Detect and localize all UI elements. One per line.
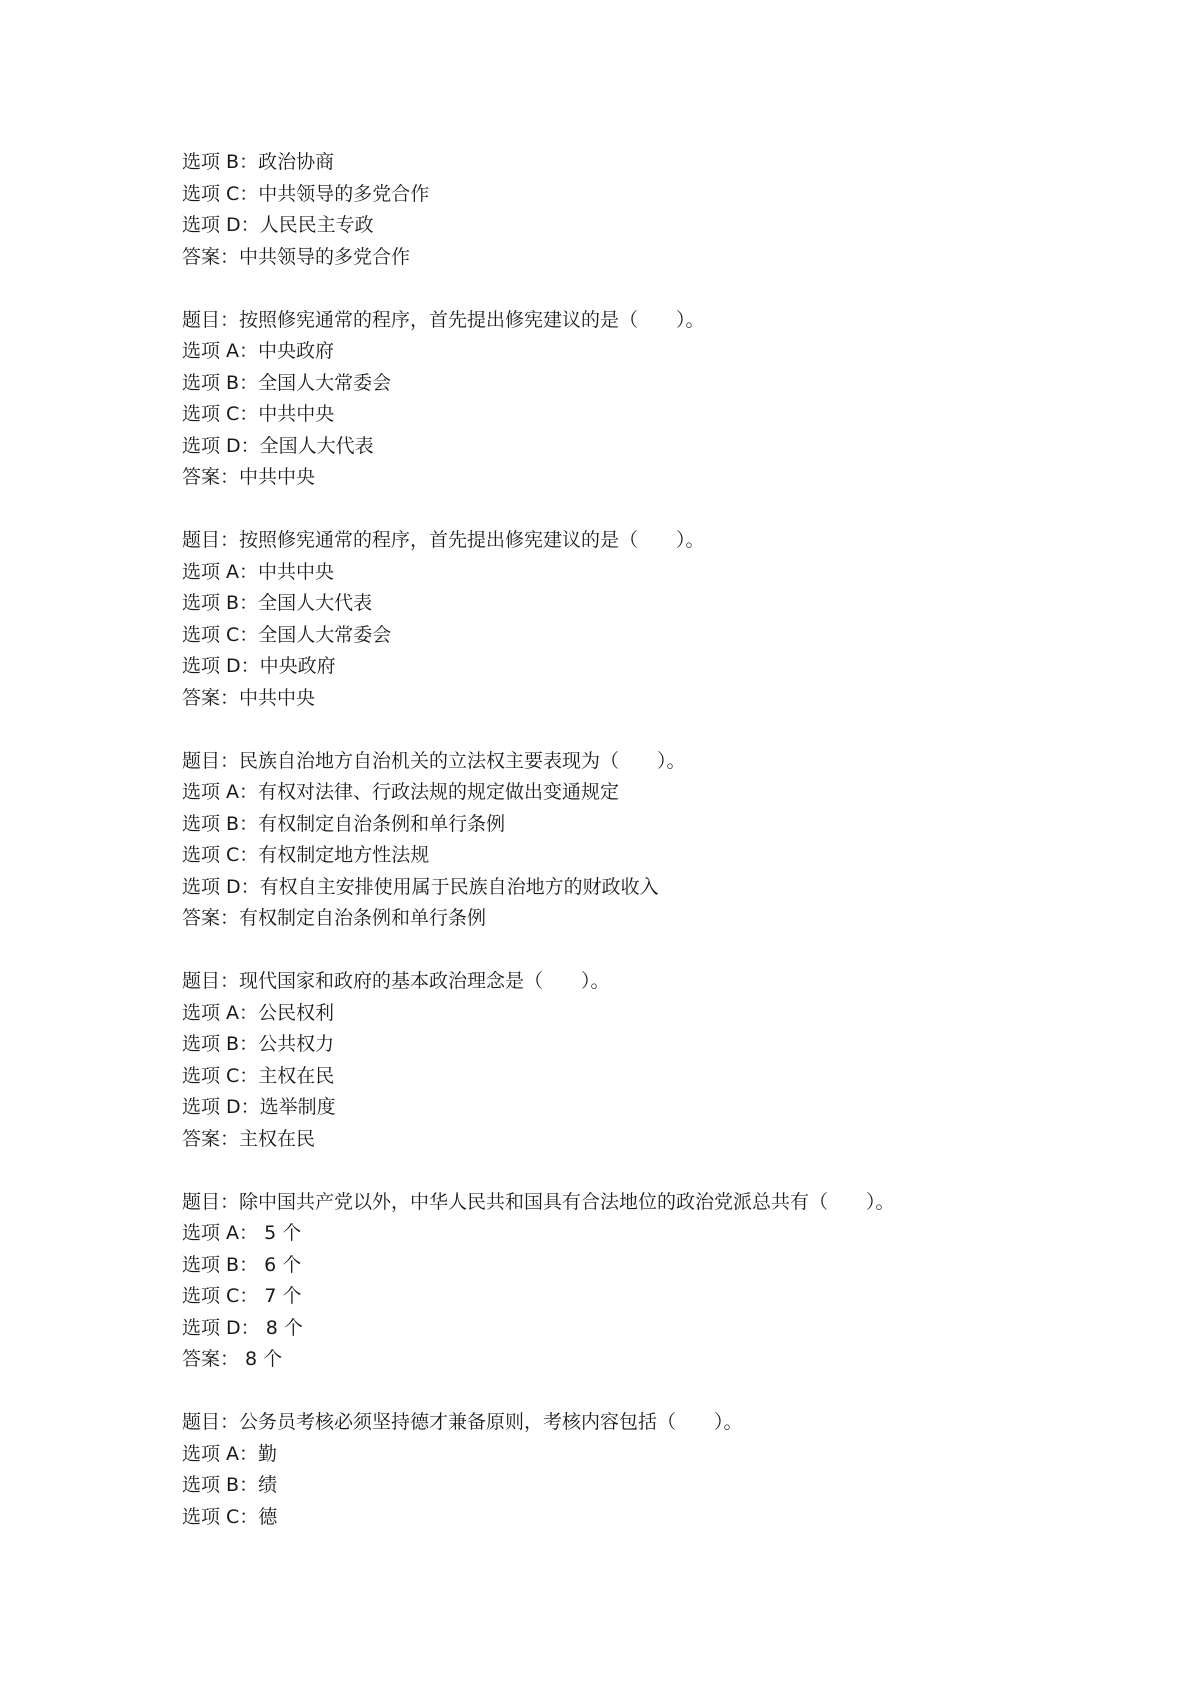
option-line: 选项 C：有权制定地方性法规: [182, 844, 430, 866]
option-line: 选项 B：公共权力: [182, 1033, 335, 1055]
block-spacer: [182, 494, 1142, 526]
question-block: [182, 525, 1142, 714]
option-line: 选项 D：有权自主安排使用属于民族自治地方的财政收入: [182, 875, 659, 898]
option-line: 选项 C：德: [182, 1505, 278, 1528]
option-line: 选项 D：中央政府: [182, 655, 336, 677]
question-block: [182, 147, 1142, 273]
question-line: 题目：除中国共产党以外，中华人民共和国具有合法地位的政治党派总共有（ ）。: [182, 1190, 895, 1213]
option-line: 选项 B：有权制定自治条例和单行条例: [182, 812, 506, 835]
question-block: [182, 966, 1142, 1155]
option-line: 选项 C：中共中央: [182, 403, 335, 425]
option-line: 选项 A：中共中央: [182, 560, 335, 583]
option-line: 选项 A：有权对法律、行政法规的规定做出变通规定: [182, 781, 620, 803]
document-page: [182, 147, 1142, 1533]
answer-line: 答案：中共领导的多党合作: [182, 245, 411, 268]
option-line: 选项 D： 8 个: [182, 1316, 303, 1339]
option-line: 选项 B：全国人大代表: [182, 592, 373, 614]
option-line: 选项 B：政治协商: [182, 151, 335, 173]
question-line: 题目：公务员考核必须坚持德才兼备原则，考核内容包括（ ）。: [182, 1411, 743, 1433]
answer-line: 答案：中共中央: [182, 686, 316, 709]
option-line: 选项 A：中央政府: [182, 340, 335, 362]
question-block: [182, 746, 1142, 935]
question-line: 题目：按照修宪通常的程序，首先提出修宪建议的是（ ）。: [182, 529, 705, 551]
question-block: [182, 305, 1142, 494]
option-line: 选项 A：勤: [182, 1442, 278, 1465]
option-line: 选项 D：人民民主专政: [182, 214, 374, 236]
answer-line: 答案：有权制定自治条例和单行条例: [182, 907, 487, 929]
answer-line: 答案：主权在民: [182, 1127, 316, 1150]
option-line: 选项 C： 7 个: [182, 1285, 302, 1307]
option-line: 选项 C：主权在民: [182, 1064, 335, 1087]
option-line: 选项 C：全国人大常委会: [182, 623, 392, 646]
option-line: 选项 A：公民权利: [182, 1001, 335, 1024]
question-line: 题目：按照修宪通常的程序，首先提出修宪建议的是（ ）。: [182, 308, 705, 331]
option-line: 选项 B：全国人大常委会: [182, 371, 392, 394]
block-spacer: [182, 273, 1142, 305]
answer-line: 答案： 8 个: [182, 1348, 283, 1370]
option-line: 选项 B： 6 个: [182, 1253, 302, 1276]
option-line: 选项 C：中共领导的多党合作: [182, 182, 430, 205]
option-line: 选项 D：全国人大代表: [182, 434, 374, 457]
block-spacer: [182, 1155, 1142, 1187]
question-block: [182, 1187, 1142, 1376]
question-block: [182, 1407, 1142, 1533]
option-line: 选项 D：选举制度: [182, 1096, 336, 1118]
answer-line: 答案：中共中央: [182, 466, 316, 488]
block-spacer: [182, 935, 1142, 967]
option-line: 选项 B：绩: [182, 1474, 278, 1496]
question-line: 题目：民族自治地方自治机关的立法权主要表现为（ ）。: [182, 749, 686, 772]
block-spacer: [182, 1376, 1142, 1408]
question-line: 题目：现代国家和政府的基本政治理念是（ ）。: [182, 970, 610, 992]
block-spacer: [182, 714, 1142, 746]
option-line: 选项 A： 5 个: [182, 1222, 302, 1244]
